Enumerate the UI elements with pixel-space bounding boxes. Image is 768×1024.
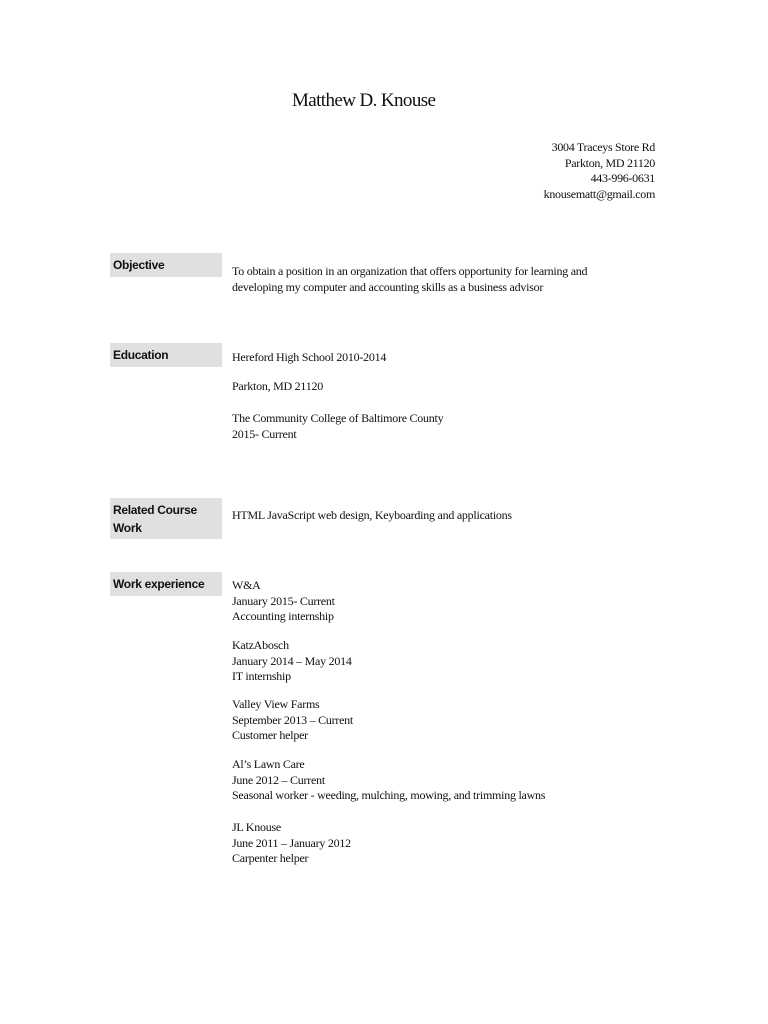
contact-block	[544, 140, 655, 202]
job-employer: Valley View Farms	[232, 697, 320, 711]
email-address: knousematt@gmail.com	[543, 186, 655, 201]
job-role: IT internship	[232, 669, 291, 683]
education-school-2-dates: 2015- Current	[232, 426, 297, 441]
education-school-2-name: The Community College of Baltimore County	[232, 411, 444, 425]
phone-number: 443-996-0631	[590, 171, 655, 185]
job-entry-5	[232, 820, 351, 867]
job-dates: September 2013 – Current	[232, 712, 353, 727]
address-line-1: 3004 Traceys Store Rd	[551, 140, 655, 154]
job-dates: June 2011 – January 2012	[232, 835, 351, 850]
coursework-label	[110, 498, 222, 539]
job-entry-3	[232, 697, 353, 744]
job-role: Carpenter helper	[232, 851, 309, 865]
coursework-label-line-2: Work	[113, 521, 142, 535]
education-school-2	[232, 411, 443, 442]
work-experience-label	[110, 572, 222, 596]
job-employer: W&A	[232, 578, 261, 592]
job-employer: Al’s Lawn Care	[232, 757, 305, 771]
job-employer: KatzAbosch	[232, 638, 289, 652]
job-role: Seasonal worker - weeding, mulching, mowing, and trimming lawns	[232, 788, 546, 802]
coursework-text: HTML JavaScript web design, Keyboarding and applications	[232, 508, 512, 522]
work-experience-label-text: Work experience	[113, 577, 205, 591]
job-role: Accounting internship	[232, 609, 334, 623]
education-label	[110, 343, 222, 367]
job-dates: January 2015- Current	[232, 593, 335, 608]
objective-label-text: Objective	[113, 258, 165, 272]
job-entry-4	[232, 757, 545, 804]
resume-name: Matthew D. Knouse	[292, 90, 436, 111]
job-role: Customer helper	[232, 728, 308, 742]
job-entry-2	[232, 638, 352, 685]
education-school-1: Hereford High School 2010-2014	[232, 350, 387, 364]
job-dates: January 2014 – May 2014	[232, 653, 352, 668]
coursework-label-line-1: Related Course	[113, 503, 197, 517]
objective-label	[110, 253, 222, 277]
education-label-text: Education	[113, 348, 169, 362]
objective-line-1: To obtain a position in an organization that offers opportunity for learning and	[232, 264, 588, 278]
address-line-2: Parkton, MD 21120	[564, 155, 655, 170]
objective-text	[232, 264, 587, 295]
job-employer: JL Knouse	[232, 820, 281, 834]
job-entry-1	[232, 578, 335, 625]
education-school-1-location: Parkton, MD 21120	[232, 379, 323, 393]
objective-line-2: developing my computer and accounting skills as a business advisor	[232, 279, 544, 294]
job-dates: June 2012 – Current	[232, 772, 325, 787]
